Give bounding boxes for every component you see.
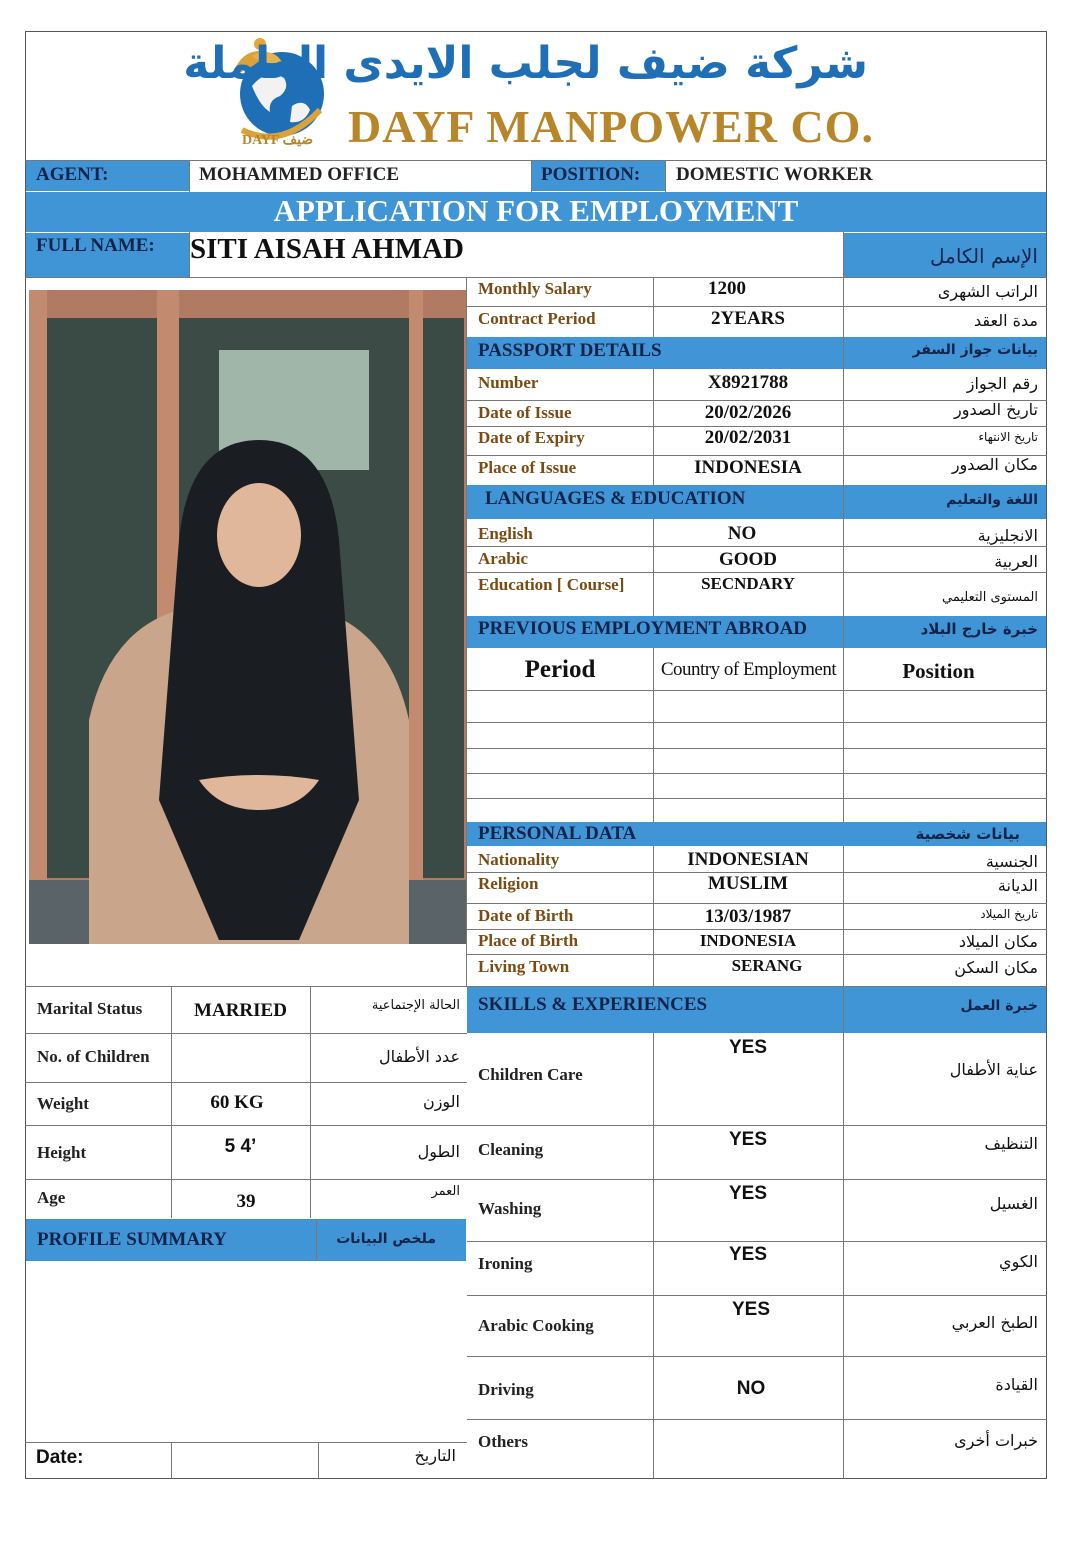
skill-driving-label: Driving	[478, 1380, 534, 1399]
living-town-label-ar: مكان السكن	[954, 958, 1038, 977]
marital-status-value: MARRIED	[194, 1000, 287, 1021]
skill-arabic-cooking-value: YES	[731, 1299, 771, 1320]
children-label: No. of Children	[37, 1047, 150, 1066]
skills-heading-ar: خبرة العمل	[960, 998, 1038, 1014]
monthly-salary-value: 1200	[708, 278, 746, 299]
english-label: English	[478, 524, 533, 543]
agent-label: AGENT:	[36, 164, 109, 185]
weight-label: Weight	[37, 1094, 89, 1113]
age-label: Age	[37, 1188, 66, 1207]
profile-summary-area	[26, 1261, 466, 1441]
passport-number-value: X8921788	[707, 372, 789, 393]
date-of-issue-value: 20/02/2026	[704, 402, 792, 423]
date-of-expiry-label-ar: تاريخ الانتهاء	[978, 430, 1038, 444]
marital-status-label-ar: الحالة الإجتماعية	[371, 998, 460, 1013]
nationality-value: INDONESIAN	[687, 849, 809, 870]
skill-ironing-label: Ironing	[478, 1254, 533, 1273]
previous-col-country: Country of Employment	[660, 659, 837, 680]
position-value: DOMESTIC WORKER	[676, 164, 873, 185]
monthly-salary-label-ar: الراتب الشهرى	[937, 282, 1038, 301]
previous-col-position: Position	[902, 659, 975, 683]
marital-status-label: Marital Status	[37, 999, 143, 1018]
height-value: 5 4’	[224, 1136, 257, 1157]
full-name-value: SITI AISAH AHMAD	[190, 233, 464, 265]
education-value: SECNDARY	[701, 574, 795, 593]
nationality-label: Nationality	[478, 850, 560, 869]
religion-label-ar: الديانة	[997, 876, 1038, 895]
skill-ironing-value: YES	[728, 1244, 768, 1265]
agent-value: MOHAMMED OFFICE	[199, 164, 400, 185]
full-name-label-ar: الإسم الكامل	[929, 244, 1038, 268]
date-label-ar: التاريخ	[414, 1446, 456, 1465]
passport-heading: PASSPORT DETAILS	[478, 340, 662, 361]
place-of-issue-value: INDONESIA	[694, 457, 802, 478]
living-town-label: Living Town	[478, 957, 570, 976]
arabic-value: GOOD	[718, 549, 778, 570]
date-label: Date:	[36, 1447, 84, 1468]
previous-row	[467, 773, 1047, 774]
company-name-arabic: شركة ضيف لجلب الايدى العاملة	[183, 38, 868, 89]
skill-washing-label: Washing	[478, 1199, 542, 1218]
education-label-ar: المستوى التعليمي	[942, 590, 1038, 605]
place-of-birth-label: Place of Birth	[478, 931, 579, 950]
place-of-birth-label-ar: مكان الميلاد	[958, 932, 1038, 951]
skill-cleaning-label-ar: التنظيف	[984, 1134, 1038, 1153]
company-name-english: DAYF MANPOWER CO.	[348, 101, 874, 152]
profile-heading: PROFILE SUMMARY	[37, 1229, 227, 1250]
languages-heading-ar: اللغة والتعليم	[946, 492, 1038, 508]
weight-label-ar: الوزن	[422, 1092, 460, 1111]
previous-col-period: Period	[524, 656, 596, 683]
religion-value: MUSLIM	[707, 873, 789, 894]
skill-children-care-label-ar: عناية الأطفال	[949, 1060, 1038, 1079]
skill-driving-label-ar: القيادة	[995, 1375, 1038, 1394]
skills-heading: SKILLS & EXPERIENCES	[478, 994, 708, 1015]
previous-row	[467, 722, 1047, 723]
date-of-birth-label-ar: تاريخ الميلاد	[980, 907, 1038, 921]
passport-heading-ar: بيانات جواز السفر	[912, 342, 1038, 358]
contract-period-label: Contract Period	[478, 309, 596, 328]
arabic-label-ar: العربية	[994, 552, 1038, 571]
religion-label: Religion	[478, 874, 539, 893]
passport-number-label-ar: رقم الجواز	[966, 374, 1038, 393]
logo-caption: DAYF ضيف	[242, 133, 314, 148]
children-label-ar: عدد الأطفال	[378, 1047, 460, 1066]
date-of-birth-value: 13/03/1987	[704, 906, 792, 927]
previous-heading-ar: خبرة خارج البلاد	[920, 620, 1038, 638]
skill-driving-value: NO	[736, 1378, 766, 1399]
skill-children-care-label: Children Care	[478, 1065, 583, 1084]
skill-others-label: Others	[478, 1432, 529, 1451]
nationality-label-ar: الجنسية	[985, 852, 1038, 871]
skill-children-care-value: YES	[728, 1037, 768, 1058]
place-of-issue-label: Place of Issue	[478, 458, 577, 477]
contract-period-value: 2YEARS	[711, 308, 785, 329]
english-value: NO	[727, 523, 757, 544]
place-of-birth-value: INDONESIA	[699, 931, 797, 950]
height-label: Height	[37, 1143, 87, 1162]
form-title: APPLICATION FOR EMPLOYMENT	[273, 193, 799, 228]
weight-value: 60 KG	[210, 1092, 264, 1113]
living-town-value: SERANG	[731, 956, 803, 975]
personal-heading-ar: بيانات شخصية	[915, 825, 1020, 843]
personal-heading: PERSONAL DATA	[478, 823, 637, 844]
date-of-expiry-label: Date of Expiry	[478, 428, 585, 447]
date-value-field	[172, 1443, 318, 1478]
skill-others-label-ar: خبرات أخرى	[954, 1431, 1038, 1450]
profile-heading-ar: ملخص البيانات	[336, 1231, 436, 1247]
skill-ironing-label-ar: الكوي	[999, 1252, 1038, 1271]
age-value: 39	[236, 1191, 256, 1212]
date-of-issue-label: Date of Issue	[478, 403, 572, 422]
applicant-photo	[29, 290, 466, 944]
date-of-expiry-value: 20/02/2031	[704, 427, 792, 448]
height-label-ar: الطول	[417, 1142, 460, 1161]
languages-heading: LANGUAGES & EDUCATION	[485, 488, 746, 509]
previous-row	[467, 798, 1047, 799]
contract-period-label-ar: مدة العقد	[974, 311, 1038, 330]
place-of-issue-label-ar: مكان الصدور	[951, 455, 1038, 474]
english-label-ar: الانجليزية	[977, 526, 1038, 545]
arabic-label: Arabic	[478, 549, 529, 568]
full-name-label: FULL NAME:	[36, 235, 155, 256]
skill-arabic-cooking-label-ar: الطبخ العربي	[951, 1313, 1038, 1332]
skill-cleaning-label: Cleaning	[478, 1140, 544, 1159]
skill-arabic-cooking-label: Arabic Cooking	[478, 1316, 594, 1335]
education-label: Education [ Course]	[478, 575, 625, 594]
position-label: POSITION:	[541, 164, 641, 185]
date-of-birth-label: Date of Birth	[478, 906, 574, 925]
monthly-salary-label: Monthly Salary	[478, 279, 592, 298]
skill-washing-label-ar: الغسيل	[989, 1194, 1038, 1213]
date-of-issue-label-ar: تاريخ الصدور	[954, 400, 1038, 419]
age-label-ar: العمر	[431, 1184, 460, 1199]
skill-washing-value: YES	[728, 1183, 768, 1204]
passport-number-label: Number	[478, 373, 539, 392]
skill-cleaning-value: YES	[728, 1129, 768, 1150]
previous-heading: PREVIOUS EMPLOYMENT ABROAD	[478, 618, 808, 639]
previous-row	[467, 748, 1047, 749]
